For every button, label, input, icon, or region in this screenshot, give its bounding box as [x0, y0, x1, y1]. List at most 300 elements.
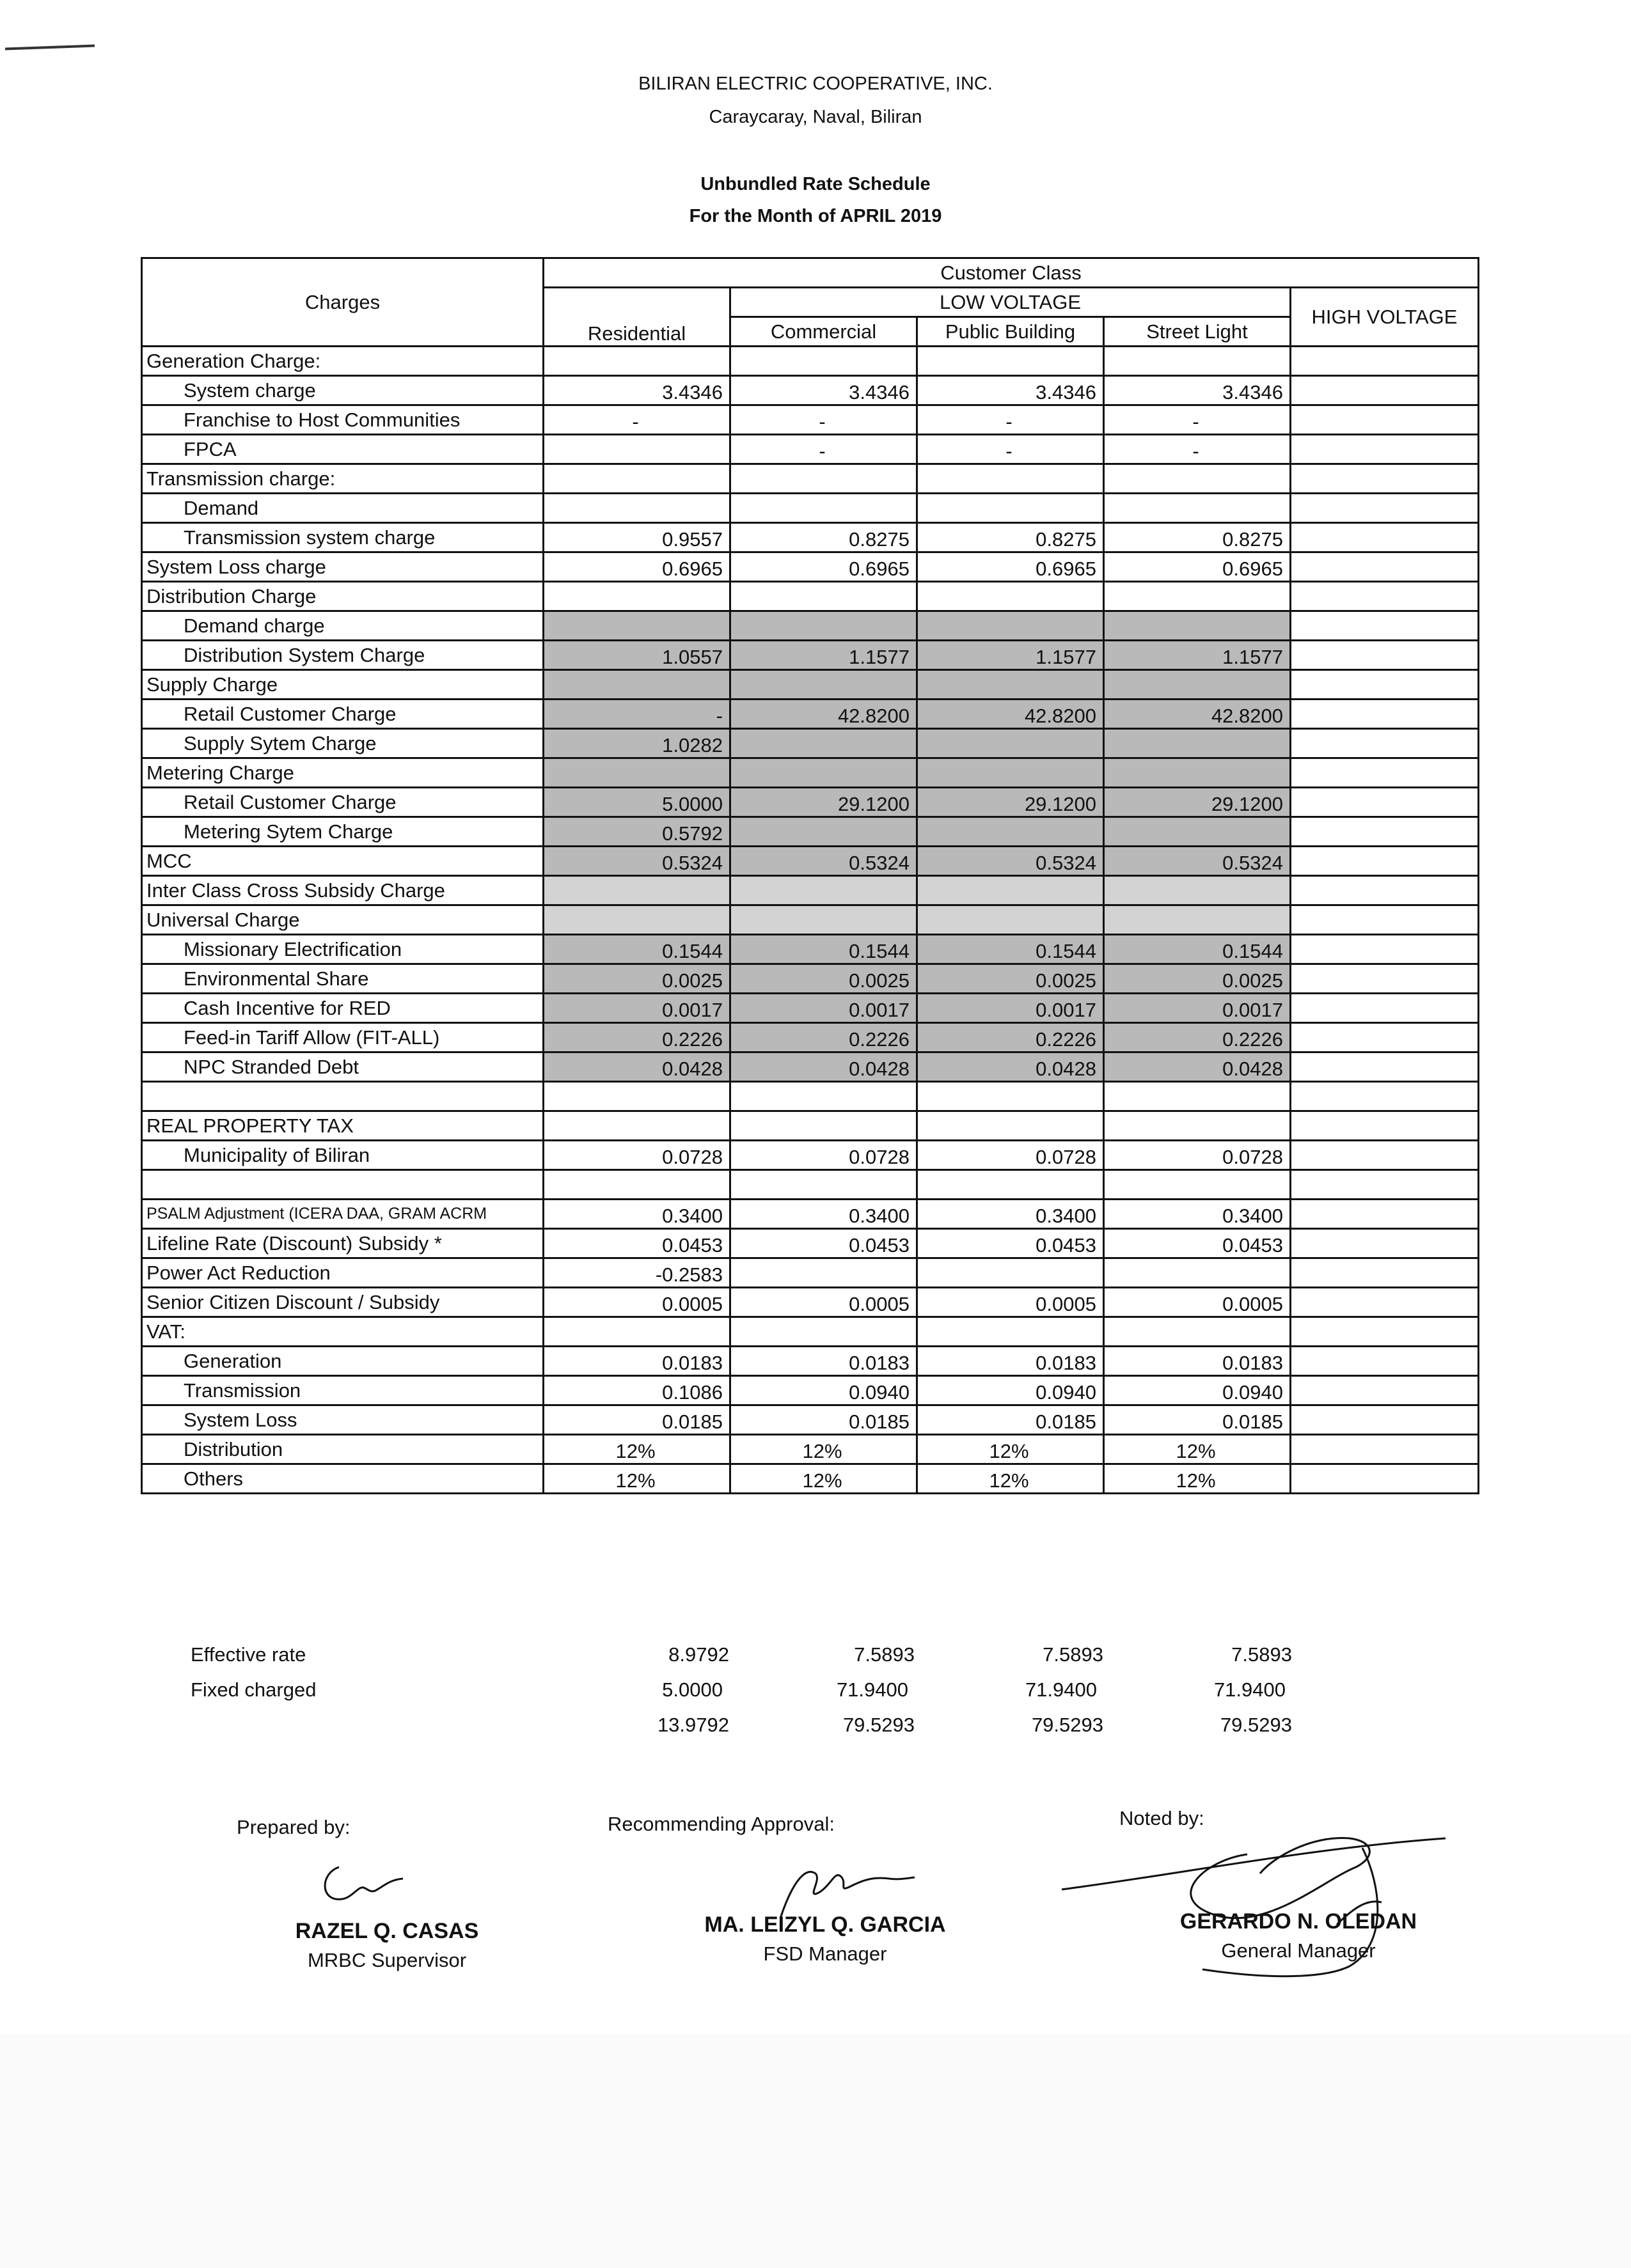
cell-residential	[544, 905, 730, 935]
cell-residential: 0.0017	[544, 994, 730, 1023]
cell-public-building	[917, 464, 1104, 494]
cell-commercial	[730, 494, 917, 523]
cell-high-voltage	[1291, 494, 1479, 523]
table-row	[142, 1023, 1479, 1052]
table-row	[142, 788, 1479, 817]
column-header-street-light: Street Light	[1104, 317, 1291, 347]
charge-label: Environmental Share	[142, 964, 544, 994]
corner-mark	[5, 45, 95, 51]
cell-residential	[544, 670, 730, 700]
cell-commercial: 0.1544	[730, 935, 917, 964]
cell-public-building: 1.1577	[917, 641, 1104, 670]
fixed-charged-residential: 5.0000	[662, 1678, 723, 1701]
charge-label: PSALM Adjustment (ICERA DAA, GRAM ACRM	[142, 1200, 544, 1229]
cell-commercial: 0.0428	[730, 1052, 917, 1082]
charge-label: Transmission system charge	[142, 523, 544, 552]
table-row	[142, 1288, 1479, 1317]
page-lower-margin	[0, 2033, 1631, 2268]
charge-label: System charge	[142, 376, 544, 405]
cell-residential	[544, 1317, 730, 1347]
cell-street-light	[1104, 494, 1291, 523]
cell-commercial	[730, 876, 917, 905]
cell-high-voltage	[1291, 994, 1479, 1023]
cell-street-light	[1104, 758, 1291, 788]
charge-label: VAT:	[142, 1317, 544, 1347]
cell-public-building: 3.4346	[917, 376, 1104, 405]
signatory-name: GERARDO N. OLEDAN	[1179, 1909, 1417, 1934]
effective-rate-label: Effective rate	[191, 1643, 306, 1666]
cell-public-building: 42.8200	[917, 700, 1104, 729]
cell-public-building: -	[917, 405, 1104, 435]
charge-label: Senior Citizen Discount / Subsidy	[142, 1288, 544, 1317]
charge-label: Demand charge	[142, 611, 544, 641]
charge-label: Distribution Charge	[142, 582, 544, 611]
company-address: Caraycaray, Naval, Biliran	[709, 107, 922, 127]
cell-public-building: 0.0025	[917, 964, 1104, 994]
table-row	[142, 1376, 1479, 1405]
cell-commercial: 0.8275	[730, 523, 917, 552]
charge-label	[142, 1170, 544, 1200]
cell-street-light: 0.0005	[1104, 1288, 1291, 1317]
cell-street-light	[1104, 905, 1291, 935]
cell-high-voltage	[1291, 641, 1479, 670]
cell-street-light: 0.1544	[1104, 935, 1291, 964]
cell-public-building: 12%	[917, 1464, 1104, 1494]
charge-label: Lifeline Rate (Discount) Subsidy *	[142, 1229, 544, 1258]
cell-street-light: 0.3400	[1104, 1200, 1291, 1229]
table-row	[142, 1170, 1479, 1200]
cell-high-voltage	[1291, 700, 1479, 729]
cell-commercial	[730, 582, 917, 611]
cell-high-voltage	[1291, 435, 1479, 464]
cell-commercial: -	[730, 405, 917, 435]
cell-street-light	[1104, 611, 1291, 641]
cell-residential: 0.1086	[544, 1376, 730, 1405]
cell-residential: 0.0025	[544, 964, 730, 994]
cell-residential: 0.0453	[544, 1229, 730, 1258]
cell-street-light	[1104, 464, 1291, 494]
cell-public-building	[917, 347, 1104, 376]
table-row	[142, 347, 1479, 376]
cell-public-building: 0.0728	[917, 1141, 1104, 1170]
low-voltage-header: LOW VOLTAGE	[730, 288, 1291, 317]
cell-public-building	[917, 670, 1104, 700]
cell-residential: 0.0005	[544, 1288, 730, 1317]
cell-public-building: 0.1544	[917, 935, 1104, 964]
effective-rate-public-building: 7.5893	[1043, 1643, 1103, 1666]
cell-commercial: -	[730, 435, 917, 464]
table-row	[142, 1111, 1479, 1141]
signatory-name: MA. LEIZYL Q. GARCIA	[704, 1912, 946, 1937]
effective-rate-residential: 8.9792	[668, 1643, 729, 1666]
table-row	[142, 1464, 1479, 1494]
cell-residential: 1.0282	[544, 729, 730, 758]
cell-street-light	[1104, 670, 1291, 700]
cell-commercial: 1.1577	[730, 641, 917, 670]
table-row	[142, 582, 1479, 611]
cell-high-voltage	[1291, 788, 1479, 817]
charge-label: Franchise to Host Communities	[142, 405, 544, 435]
charge-label: Distribution System Charge	[142, 641, 544, 670]
charges-header: Charges	[142, 258, 544, 347]
cell-high-voltage	[1291, 347, 1479, 376]
cell-public-building	[917, 758, 1104, 788]
signatory-recommending	[608, 1813, 927, 1836]
table-row	[142, 964, 1479, 994]
table-row	[142, 1405, 1479, 1435]
cell-commercial	[730, 611, 917, 641]
signatory-prepared	[211, 1816, 531, 1839]
cell-residential	[544, 1082, 730, 1111]
signatory-title: MRBC Supervisor	[307, 1949, 467, 1971]
cell-street-light: 12%	[1104, 1464, 1291, 1494]
cell-street-light: 0.0017	[1104, 994, 1291, 1023]
cell-street-light	[1104, 1258, 1291, 1288]
cell-high-voltage	[1291, 1464, 1479, 1494]
cell-street-light	[1104, 876, 1291, 905]
charge-label: Municipality of Biliran	[142, 1141, 544, 1170]
cell-public-building	[917, 905, 1104, 935]
cell-street-light: 12%	[1104, 1435, 1291, 1464]
cell-public-building: 0.8275	[917, 523, 1104, 552]
cell-public-building	[917, 729, 1104, 758]
cell-street-light	[1104, 817, 1291, 847]
cell-public-building	[917, 494, 1104, 523]
effective-rate-commercial: 7.5893	[854, 1643, 915, 1666]
cell-residential: 12%	[544, 1435, 730, 1464]
cell-commercial	[730, 1258, 917, 1288]
table-row	[142, 1229, 1479, 1258]
cell-street-light: -	[1104, 405, 1291, 435]
cell-public-building	[917, 1258, 1104, 1288]
cell-residential: 3.4346	[544, 376, 730, 405]
cell-residential: 0.0428	[544, 1052, 730, 1082]
cell-public-building: 0.6965	[917, 552, 1104, 582]
fixed-charged-commercial: 71.9400	[836, 1678, 908, 1701]
charge-label: Metering Sytem Charge	[142, 817, 544, 847]
cell-public-building	[917, 817, 1104, 847]
fixed-charged-public-building: 71.9400	[1025, 1678, 1097, 1701]
effective-rate-street-light: 7.5893	[1231, 1643, 1292, 1666]
cell-high-voltage	[1291, 964, 1479, 994]
cell-residential	[544, 582, 730, 611]
cell-residential	[544, 464, 730, 494]
charge-label: FPCA	[142, 435, 544, 464]
cell-residential: 0.0183	[544, 1347, 730, 1376]
cell-high-voltage	[1291, 905, 1479, 935]
cell-high-voltage	[1291, 1347, 1479, 1376]
charge-label: Generation Charge:	[142, 347, 544, 376]
charge-label: Transmission charge:	[142, 464, 544, 494]
cell-commercial: 0.6965	[730, 552, 917, 582]
table-row	[142, 994, 1479, 1023]
cell-street-light: 0.5324	[1104, 847, 1291, 876]
cell-residential	[544, 494, 730, 523]
table-row	[142, 1317, 1479, 1347]
cell-public-building: 0.0017	[917, 994, 1104, 1023]
fixed-charged-street-light: 71.9400	[1213, 1678, 1286, 1701]
customer-class-header: Customer Class	[544, 258, 1479, 288]
charge-label: Supply Sytem Charge	[142, 729, 544, 758]
cell-public-building: -	[917, 435, 1104, 464]
cell-commercial: 3.4346	[730, 376, 917, 405]
signatory-title: General Manager	[1221, 1939, 1376, 1962]
cell-residential	[544, 611, 730, 641]
cell-commercial	[730, 670, 917, 700]
cell-high-voltage	[1291, 1288, 1479, 1317]
table-row	[142, 405, 1479, 435]
charge-label: Power Act Reduction	[142, 1258, 544, 1288]
cell-high-voltage	[1291, 611, 1479, 641]
table-row	[142, 1141, 1479, 1170]
table-row	[142, 1082, 1479, 1111]
cell-high-voltage	[1291, 758, 1479, 788]
fixed-charged-label: Fixed charged	[191, 1678, 317, 1701]
cell-commercial	[730, 905, 917, 935]
cell-residential: -0.2583	[544, 1258, 730, 1288]
cell-public-building: 0.0183	[917, 1347, 1104, 1376]
column-header-public-building: Public Building	[917, 317, 1104, 347]
cell-high-voltage	[1291, 729, 1479, 758]
total-residential: 13.9792	[657, 1714, 729, 1736]
table-row	[142, 1200, 1479, 1229]
cell-high-voltage	[1291, 876, 1479, 905]
signatory-prepared-name-block	[243, 1915, 531, 1972]
cell-commercial: 0.0185	[730, 1405, 917, 1435]
cell-street-light: 0.6965	[1104, 552, 1291, 582]
cell-high-voltage	[1291, 1052, 1479, 1082]
table-row	[142, 905, 1479, 935]
cell-high-voltage	[1291, 847, 1479, 876]
cell-street-light	[1104, 729, 1291, 758]
table-row	[142, 435, 1479, 464]
table-row	[142, 641, 1479, 670]
charge-label: Inter Class Cross Subsidy Charge	[142, 876, 544, 905]
cell-commercial	[730, 1111, 917, 1141]
cell-commercial: 42.8200	[730, 700, 917, 729]
charge-label: REAL PROPERTY TAX	[142, 1111, 544, 1141]
cell-high-voltage	[1291, 464, 1479, 494]
cell-commercial: 0.0728	[730, 1141, 917, 1170]
cell-residential: 0.0728	[544, 1141, 730, 1170]
cell-public-building: 0.2226	[917, 1023, 1104, 1052]
cell-high-voltage	[1291, 935, 1479, 964]
cell-public-building	[917, 1170, 1104, 1200]
cell-high-voltage	[1291, 1317, 1479, 1347]
cell-commercial: 0.3400	[730, 1200, 917, 1229]
cell-high-voltage	[1291, 1435, 1479, 1464]
cell-commercial	[730, 1082, 917, 1111]
cell-residential	[544, 758, 730, 788]
cell-public-building: 0.0453	[917, 1229, 1104, 1258]
cell-residential: 1.0557	[544, 641, 730, 670]
cell-public-building: 0.5324	[917, 847, 1104, 876]
cell-commercial: 0.2226	[730, 1023, 917, 1052]
cell-street-light: 0.0025	[1104, 964, 1291, 994]
cell-commercial: 0.5324	[730, 847, 917, 876]
cell-public-building	[917, 876, 1104, 905]
cell-street-light: 0.0728	[1104, 1141, 1291, 1170]
cell-high-voltage	[1291, 817, 1479, 847]
cell-public-building	[917, 611, 1104, 641]
cell-public-building	[917, 1317, 1104, 1347]
cell-commercial	[730, 347, 917, 376]
cell-public-building: 0.0428	[917, 1052, 1104, 1082]
cell-residential: 0.1544	[544, 935, 730, 964]
cell-public-building	[917, 1082, 1104, 1111]
table-row	[142, 464, 1479, 494]
cell-commercial: 0.0453	[730, 1229, 917, 1258]
charge-label: Retail Customer Charge	[142, 788, 544, 817]
cell-residential: 0.5792	[544, 817, 730, 847]
cell-high-voltage	[1291, 1405, 1479, 1435]
company-name: BILIRAN ELECTRIC COOPERATIVE, INC.	[638, 74, 993, 94]
cell-street-light: 1.1577	[1104, 641, 1291, 670]
cell-high-voltage	[1291, 1141, 1479, 1170]
document-title: Unbundled Rate Schedule	[700, 174, 931, 194]
table-row	[142, 670, 1479, 700]
cell-street-light	[1104, 1317, 1291, 1347]
cell-residential: -	[544, 700, 730, 729]
charge-label	[142, 1082, 544, 1111]
table-row	[142, 758, 1479, 788]
cell-public-building: 12%	[917, 1435, 1104, 1464]
cell-street-light	[1104, 347, 1291, 376]
cell-residential	[544, 876, 730, 905]
cell-commercial: 29.1200	[730, 788, 917, 817]
cell-residential	[544, 1111, 730, 1141]
cell-street-light: -	[1104, 435, 1291, 464]
table-row	[142, 552, 1479, 582]
charge-label: System Loss	[142, 1405, 544, 1435]
cell-commercial: 0.0025	[730, 964, 917, 994]
cell-residential	[544, 347, 730, 376]
cell-street-light: 0.0453	[1104, 1229, 1291, 1258]
charge-label: Distribution	[142, 1435, 544, 1464]
rate-schedule-table	[141, 257, 1479, 1494]
table-row	[142, 1258, 1479, 1288]
cell-commercial: 0.0017	[730, 994, 917, 1023]
table-row	[142, 376, 1479, 405]
cell-public-building: 0.0005	[917, 1288, 1104, 1317]
cell-commercial	[730, 1170, 917, 1200]
signatory-role: Prepared by:	[237, 1816, 351, 1838]
signatory-noted-name-block	[1164, 1905, 1433, 1962]
cell-street-light: 42.8200	[1104, 700, 1291, 729]
cell-public-building: 0.0185	[917, 1405, 1104, 1435]
cell-street-light: 0.0183	[1104, 1347, 1291, 1376]
table-row	[142, 817, 1479, 847]
charge-label: Generation	[142, 1347, 544, 1376]
cell-high-voltage	[1291, 376, 1479, 405]
charge-label: Others	[142, 1464, 544, 1494]
cell-high-voltage	[1291, 1170, 1479, 1200]
cell-high-voltage	[1291, 1258, 1479, 1288]
cell-commercial: 12%	[730, 1464, 917, 1494]
total-street-light: 79.5293	[1220, 1714, 1292, 1736]
cell-residential: 0.3400	[544, 1200, 730, 1229]
cell-commercial: 12%	[730, 1435, 917, 1464]
cell-high-voltage	[1291, 582, 1479, 611]
total-public-building: 79.5293	[1031, 1714, 1103, 1736]
signatory-role: Noted by:	[1119, 1807, 1204, 1829]
signature-mark-casas	[313, 1854, 416, 1912]
table-row	[142, 847, 1479, 876]
cell-street-light: 3.4346	[1104, 376, 1291, 405]
cell-street-light: 0.2226	[1104, 1023, 1291, 1052]
cell-high-voltage	[1291, 405, 1479, 435]
charge-label: Demand	[142, 494, 544, 523]
cell-residential: 0.0185	[544, 1405, 730, 1435]
table-row	[142, 935, 1479, 964]
charge-label: Feed-in Tariff Allow (FIT-ALL)	[142, 1023, 544, 1052]
column-header-commercial: Commercial	[730, 317, 917, 347]
cell-high-voltage	[1291, 670, 1479, 700]
cell-residential: 0.5324	[544, 847, 730, 876]
cell-residential: 12%	[544, 1464, 730, 1494]
charge-label: Supply Charge	[142, 670, 544, 700]
cell-residential: 5.0000	[544, 788, 730, 817]
cell-high-voltage	[1291, 1023, 1479, 1052]
cell-residential	[544, 1170, 730, 1200]
cell-high-voltage	[1291, 1200, 1479, 1229]
cell-commercial	[730, 464, 917, 494]
cell-public-building	[917, 1111, 1104, 1141]
table-row	[142, 611, 1479, 641]
column-header-residential: Residential	[544, 288, 730, 347]
cell-public-building: 29.1200	[917, 788, 1104, 817]
cell-street-light: 0.0940	[1104, 1376, 1291, 1405]
table-row	[142, 700, 1479, 729]
cell-public-building: 0.3400	[917, 1200, 1104, 1229]
cell-commercial: 0.0005	[730, 1288, 917, 1317]
cell-high-voltage	[1291, 1376, 1479, 1405]
charge-label: Universal Charge	[142, 905, 544, 935]
signatory-recommending-name-block	[691, 1909, 959, 1966]
high-voltage-header: HIGH VOLTAGE	[1291, 288, 1479, 347]
cell-street-light	[1104, 1111, 1291, 1141]
cell-public-building	[917, 582, 1104, 611]
charge-label: MCC	[142, 847, 544, 876]
cell-high-voltage	[1291, 1111, 1479, 1141]
cell-high-voltage	[1291, 552, 1479, 582]
charge-label: Missionary Electrification	[142, 935, 544, 964]
cell-residential: -	[544, 405, 730, 435]
charge-label: System Loss charge	[142, 552, 544, 582]
cell-residential	[544, 435, 730, 464]
cell-commercial	[730, 817, 917, 847]
charge-label: NPC Stranded Debt	[142, 1052, 544, 1082]
signatory-role: Recommending Approval:	[608, 1813, 835, 1835]
total-commercial: 79.5293	[842, 1714, 915, 1736]
table-row	[142, 1435, 1479, 1464]
charge-label: Metering Charge	[142, 758, 544, 788]
charge-label: Cash Incentive for RED	[142, 994, 544, 1023]
cell-street-light	[1104, 1082, 1291, 1111]
table-row	[142, 494, 1479, 523]
table-row	[142, 1347, 1479, 1376]
table-row	[142, 729, 1479, 758]
charge-label: Transmission	[142, 1376, 544, 1405]
document-period: For the Month of APRIL 2019	[689, 206, 942, 226]
cell-commercial: 0.0183	[730, 1347, 917, 1376]
table-row	[142, 876, 1479, 905]
cell-high-voltage	[1291, 1082, 1479, 1111]
signatory-name: RAZEL Q. CASAS	[295, 1919, 479, 1943]
cell-high-voltage	[1291, 1229, 1479, 1258]
table-row	[142, 1052, 1479, 1082]
cell-public-building: 0.0940	[917, 1376, 1104, 1405]
